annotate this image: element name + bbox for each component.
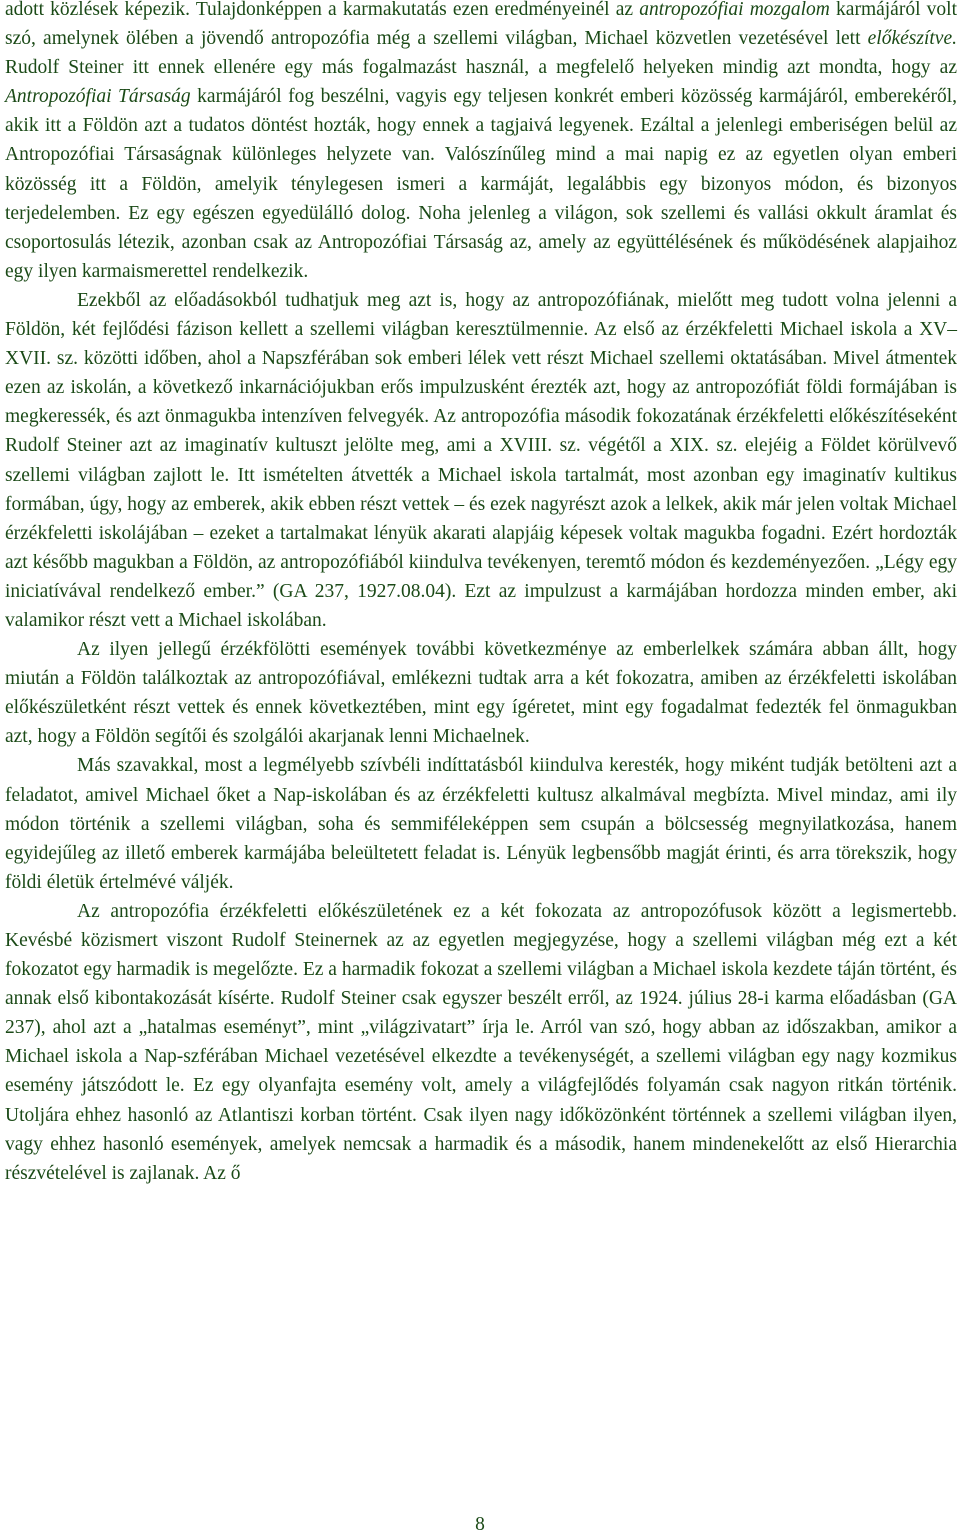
document-page: [5, 0, 957, 1188]
text-run: Ezekből az előadásokból tudhatjuk meg azt is, hogy az antropozófiának, mielőtt meg tudott volna jelenni a Földön, két fejlődési fázison kellett a szellemi világban keresztülmennie. Az első az érzékfeletti Michael iskola a XV–XVII. sz. közötti időben, ahol a Napszférában sok emberi lélek vett részt Michael szellemi oktatásában. Mivel átmentek ezen az iskolán, a következő inkarnációjukban erős impulzusként érezték azt, hogy az antropozófiát földi formájában is megkeressék, és azt önmagukba intenzíven felvegyék. Az antropozófia második fokozatának érzékfeletti előkészítéseként Rudolf Steiner azt az imaginatív kultuszt jelölte meg, ami a XVIII. sz. végétől a XIX. sz. elejéig a Földet körülvevő szellemi világban zajlott le. Itt ismételten átvették a Michael iskola tartalmát, most azonban egy imaginatív kultikus formában, úgy, hogy az emberek, akik ebben részt vettek – és ezek nagyrészt azok a lelkek, akik már jelen voltak Michael érzékfeletti iskolájában – ezeket a tartalmakat lényük akarati alapjáig képesek voltak magukba fogadni. Ezért hordozták azt később magukban a Földön, az antropozófiából kiindulva tevékenyen, teremtő módon és kezdeményezően. „Légy egy iniciatívával rendelkező ember.” (GA 237, 1927.08.04). Ezt az impulzust a karmájában hordozza minden ember, aki valamikor részt vett a Michael iskolában.: [5, 289, 957, 631]
paragraph-4: [5, 751, 957, 896]
page-number: 8: [475, 1514, 485, 1535]
text-run: Az ilyen jellegű érzékfölötti események további következménye az emberlelkek számára abban állt, hogy miután a Földön találkoztak az antropozófiával, emlékezni tudtak arra a két fokozatra, amiben az érzékfeletti iskolában előkészületként részt vettek és ennek következtében, mint egy ígéretet, mint egy fogadalmat fedezték fel önmagukban azt, hogy a Földön segítői és szolgálói akarjanak lenni Michaelnek.: [5, 639, 957, 748]
text-run: Az antropozófia érzékfeletti előkészületének ez a két fokozata az antropozófusok között a legismertebb. Kevésbé közismert viszont Rudolf Steinernek az az egyetlen megjegyzése, hogy a szellemi világban még ezt a két fokozatot egy harmadik is megelőzte. Ez a harmadik fokozat a szellemi világban a Michael iskola kezdete táján történt, és annak első kibontakozását kísérte. Rudolf Steiner csak egyszer beszélt erről, az 1924. július 28-i karma előadásban (GA 237), ahol azt a „hatalmas eseményt”, mint „világzivatart” írja le. Arról van szó, hogy abban az időszakban, amikor a Michael iskola a Nap-szférában Michael vezetésével elkezdte a tevékenységét, a szellemi világban egy nagy kozmikus esemény játszódott le. Ez egy olyanfajta esemény volt, amely a világfejlődés folyamán csak nagyon ritkán történik. Utoljára ehhez hasonló az Atlantiszi korban történt. Csak ilyen nagy időközönként történnek a szellemi világban ilyen, vagy ehhez hasonló események, amelyek nemcsak a harmadik és a második, hanem mindenekelőtt az első Hierarchia részvételével is zajlanak. Az ő: [5, 900, 957, 1184]
paragraph-2: [5, 286, 957, 635]
text-run: Rudolf Steiner itt ennek ellenére egy más fogalmazást használ, a megfelelő helyeken mindig azt mondta, hogy az: [5, 57, 957, 79]
text-run: karmájáról fog beszélni, vagyis egy teljesen konkrét emberi közösség karmájáról, emberekéről, akik itt a Földön azt a tudatos döntést hozták, hogy ennek a tagjaivá legyenek. Ezáltal a jelenlegi emberiségen belül az Antropozófiai Társaságnak különleges helyzete van. Valószínűleg mind a mai napig ez az egyetlen olyan emberi közösség itt a Földön, amelyik ténylegesen ismeri a karmáját, legalábbis egy bizonyos módon, és bizonyos terjedelemben. Ez egy egészen egyedülálló dolog. Noha jelenleg a világon, sok szellemi és vallási okkult áramlat és csoportosulás létezik, azonban csak az Antropozófiai Társaság az, amely az együttélésének és működésének alapjaihoz egy ilyen karmaismerettel rendelkezik.: [5, 86, 957, 282]
text-run: karmájáról volt szó, amelynek ölében a jövendő antropozófia még a szellemi világban, Michael közvetlen vezetésével lett: [5, 0, 957, 50]
paragraph-1: [5, 0, 957, 286]
italic-run: Antropozófiai Társaság: [5, 86, 191, 108]
italic-run: előkészítve.: [867, 28, 957, 50]
italic-run: antropozófiai mozgalom: [639, 0, 830, 20]
body-text: [5, 0, 957, 1188]
paragraph-5: [5, 897, 957, 1188]
text-run: Más szavakkal, most a legmélyebb szívbéli indíttatásból kiindulva keresték, hogy miként tudják betölteni azt a feladatot, amivel Michael őket a Nap-iskolában és az érzékfeletti kultusz alkalmával megbízta. Mivel mindaz, ami ily módon történik a szellemi világban, soha és semmiféleképpen sem csupán a bölcsesség megnyilatkozása, hanem egyidejűleg az illető emberek karmájába beleültetett feladat is. Lényük legbensőbb magját érinti, és arra törekszik, hogy földi életük értelmévé váljék.: [5, 755, 957, 893]
text-run: adott közlések képezik. Tulajdonképpen a karmakutatás ezen eredményeinél az: [5, 0, 640, 20]
paragraph-3: [5, 635, 957, 751]
